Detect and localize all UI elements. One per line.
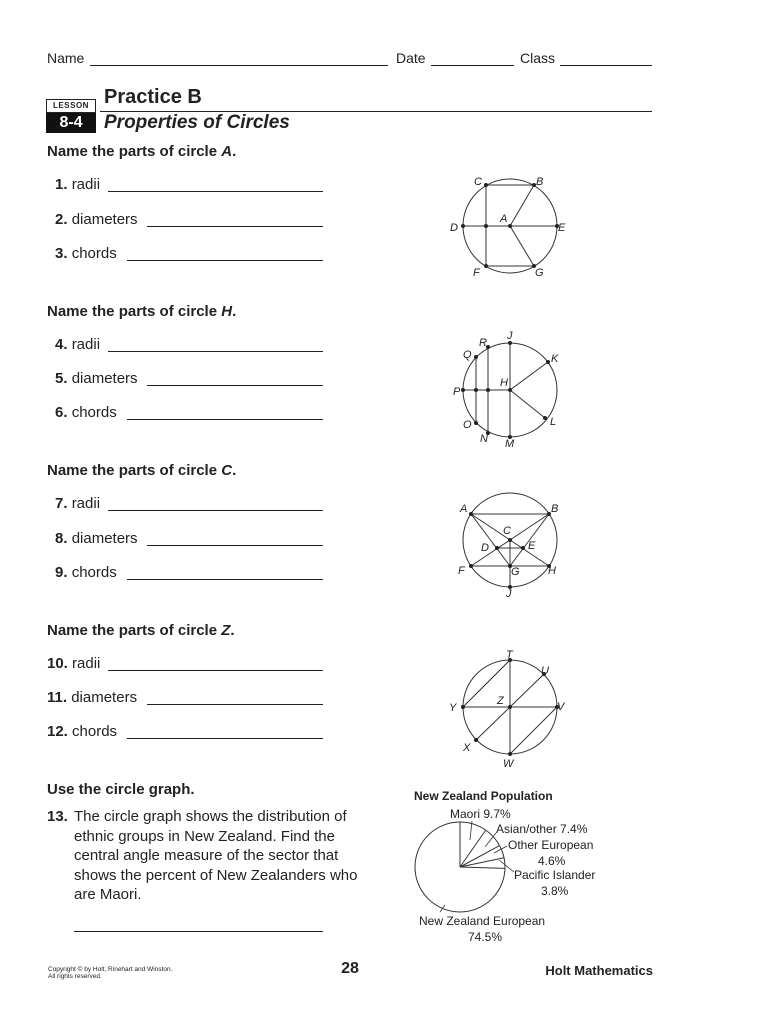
question-item: 1. radii — [55, 176, 101, 193]
lesson-number: 8-4 — [46, 113, 96, 133]
answer-line[interactable] — [127, 260, 323, 261]
point-label: B — [551, 503, 559, 515]
point-label: Y — [449, 702, 457, 714]
point-label: G — [511, 566, 520, 578]
point-label: L — [550, 416, 557, 428]
question-item: 11. diameters — [47, 689, 138, 706]
point-label: F — [458, 565, 465, 577]
point-label: N — [480, 433, 488, 445]
publisher: Holt Mathematics — [545, 963, 653, 978]
slice-label: New Zealand European — [419, 914, 546, 928]
answer-line[interactable] — [147, 704, 323, 705]
answer-line[interactable] — [108, 351, 323, 352]
point-label: P — [453, 386, 461, 398]
point-label: Z — [497, 695, 504, 707]
pie-chart — [410, 805, 640, 945]
point-label: A — [460, 503, 468, 515]
point-label: V — [557, 701, 565, 713]
point-label: O — [463, 419, 472, 431]
point-label: J — [506, 588, 512, 600]
question-item: 10. radii — [47, 655, 101, 672]
point-label: D — [450, 222, 458, 234]
point-label: M — [505, 438, 515, 450]
slice-label: Other European — [508, 838, 594, 852]
point-label: F — [473, 267, 480, 279]
circle-c-diagram — [450, 495, 570, 600]
question-item: 12. chords — [47, 723, 118, 740]
point-label: C — [503, 525, 511, 537]
slice-value: 3.8% — [541, 884, 569, 898]
slice-value: 4.6% — [538, 854, 566, 868]
circle-h-diagram — [445, 325, 570, 450]
name-label: Name — [47, 50, 85, 66]
answer-line[interactable] — [147, 226, 323, 227]
question-item: 9. chords — [55, 564, 117, 581]
question-item: 2. diameters — [55, 211, 138, 228]
page-subtitle: Properties of Circles — [104, 112, 290, 133]
point-label: X — [463, 742, 471, 754]
label-leader — [485, 833, 496, 847]
point-label: E — [558, 222, 566, 234]
answer-line[interactable] — [147, 385, 323, 386]
copyright: Copyright © by Holt, Rinehart and Winston. All rights reserved. — [48, 966, 173, 980]
point-label: E — [528, 540, 536, 552]
slice-label: Maori 9.7% — [450, 807, 511, 821]
class-field[interactable] — [560, 65, 652, 66]
point-label: H — [500, 377, 508, 389]
pie-slice-boundary — [460, 830, 486, 867]
point-label: H — [548, 565, 556, 577]
lesson-tag: LESSON — [46, 99, 96, 113]
answer-line[interactable] — [127, 419, 323, 420]
point-label: R — [479, 337, 487, 349]
answer-line[interactable] — [127, 738, 323, 739]
pie-slice-boundary — [460, 867, 505, 868]
question-item: 5. diameters — [55, 370, 138, 387]
slice-label: Pacific Islander — [514, 868, 596, 882]
answer-line[interactable] — [127, 579, 323, 580]
graph-section-heading: Use the circle graph. — [47, 781, 195, 798]
label-leader — [440, 905, 445, 912]
answer-line[interactable] — [74, 931, 323, 932]
label-leader — [499, 860, 514, 872]
point-label: K — [551, 353, 559, 365]
question-item: 7. radii — [55, 495, 101, 512]
pie-slice-boundary — [460, 846, 500, 867]
page-title: Practice B — [104, 86, 202, 108]
answer-line[interactable] — [108, 670, 323, 671]
answer-line[interactable] — [147, 545, 323, 546]
date-label: Date — [396, 50, 426, 66]
question-item: 3. chords — [55, 245, 117, 262]
point-label: D — [481, 542, 489, 554]
question-item: 8. diameters — [55, 530, 138, 547]
point-label: G — [535, 267, 544, 279]
answer-line[interactable] — [108, 510, 323, 511]
section-heading-z: Name the parts of circle Z. — [47, 622, 235, 639]
pie-slice-boundary — [460, 858, 504, 867]
point-label: C — [474, 176, 482, 188]
point-label: A — [500, 213, 508, 225]
answer-line[interactable] — [108, 191, 323, 192]
question-item: 6. chords — [55, 404, 117, 421]
name-field[interactable] — [90, 65, 388, 66]
circle-z-diagram — [445, 650, 570, 770]
point-label: J — [507, 330, 513, 342]
slice-label: Asian/other 7.4% — [496, 822, 588, 836]
point-label: Q — [463, 349, 472, 361]
point-label: U — [541, 665, 549, 677]
chart-title: New Zealand Population — [414, 789, 553, 803]
point-label: B — [536, 176, 544, 188]
section-heading-a: Name the parts of circle A. — [47, 143, 237, 160]
section-heading-c: Name the parts of circle C. — [47, 462, 237, 479]
date-field[interactable] — [431, 65, 514, 66]
circle-a-diagram — [440, 170, 580, 280]
point-label: W — [503, 758, 514, 770]
class-label: Class — [520, 50, 556, 66]
point-label: T — [506, 649, 513, 661]
section-heading-h: Name the parts of circle H. — [47, 303, 237, 320]
question-item: 4. radii — [55, 336, 101, 353]
page-number: 28 — [341, 960, 359, 977]
slice-value: 74.5% — [468, 930, 503, 944]
